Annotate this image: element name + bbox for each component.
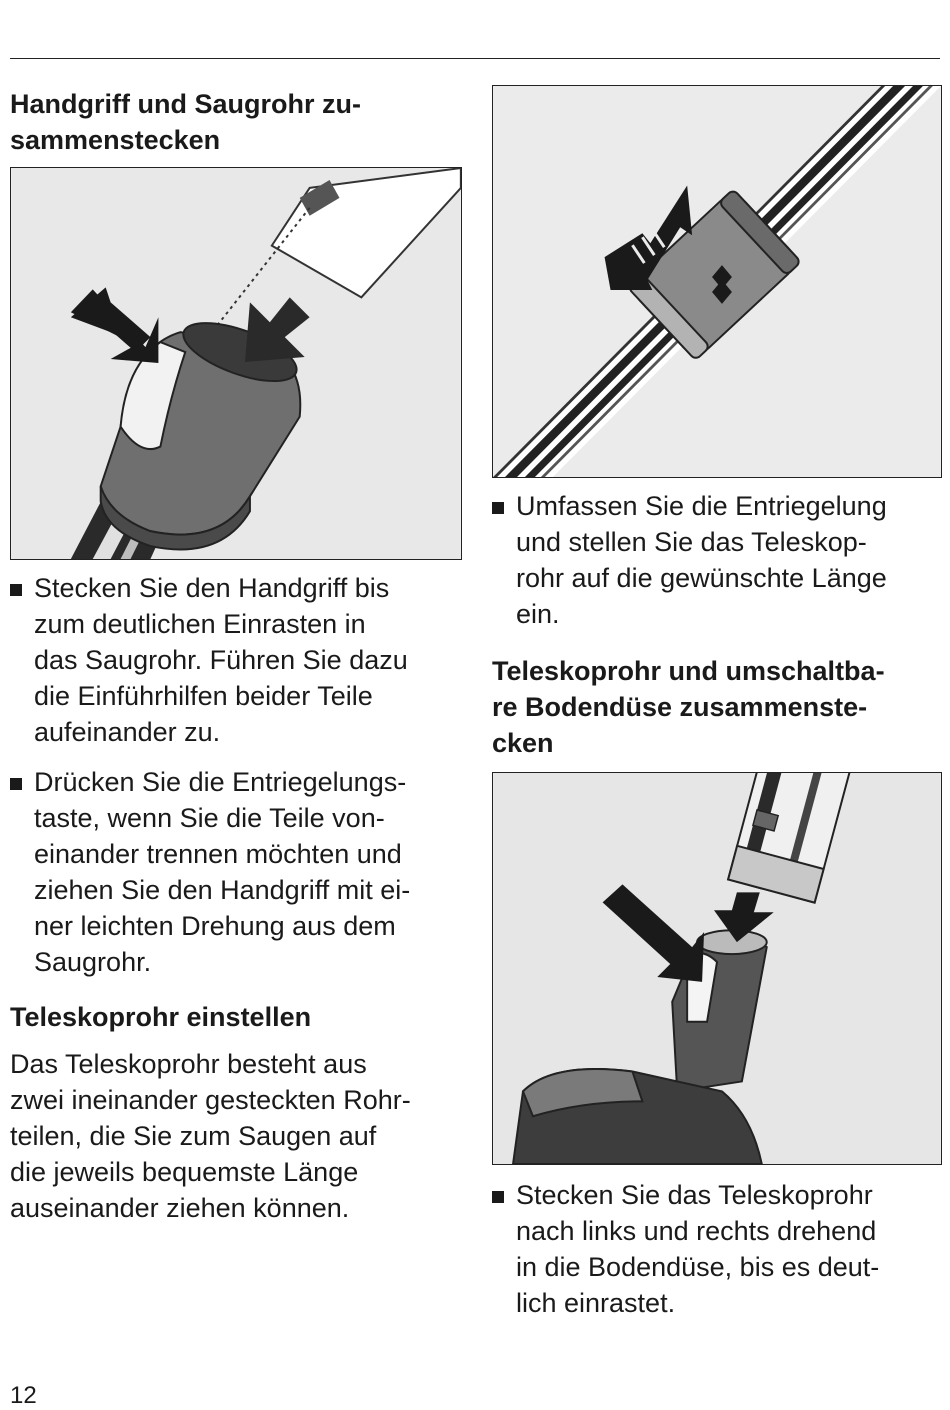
bullet-insert-floorhead: Stecken Sie das Teleskoprohr nach links und rechts drehend in die Bodendüse, bis es deut- lich einrastet. <box>492 1177 942 1321</box>
page-number: 12 <box>10 1382 37 1409</box>
heading-adjust-telescope: Teleskoprohr einstellen <box>10 1002 312 1032</box>
bullet-square <box>10 584 22 596</box>
top-rule <box>10 58 940 59</box>
handle-tube-illustration <box>11 168 461 559</box>
figure-telescope-adjust <box>492 85 942 478</box>
bullet-insert-handle: Stecken Sie den Handgriff bis zum deutlichen Einrasten in das Saugrohr. Führen Sie dazu die Einführhilfen beider Teile aufeinander zu. <box>10 570 470 750</box>
heading-handle-tube: Handgriff und Saugrohr zu- sammenstecken <box>10 89 361 155</box>
bullet-square <box>492 502 504 514</box>
floorhead-illustration <box>493 773 941 1164</box>
bullet-square <box>492 1191 504 1203</box>
heading-telescope-floorhead: Teleskoprohr und umschaltba- re Bodendüse zusammenste- cken <box>492 656 885 758</box>
bullet-square <box>10 778 22 790</box>
figure-floorhead <box>492 772 942 1165</box>
telescope-illustration <box>493 86 941 477</box>
figure-handle-tube <box>10 167 462 560</box>
bullet-grip-release: Umfassen Sie die Entriegelung und stellen Sie das Teleskop- rohr auf die gewünschte Länge ein. <box>492 488 942 632</box>
bullet-release-button: Drücken Sie die Entriegelungs- taste, wenn Sie die Teile von- einander trennen möchten und ziehen Sie den Handgriff mit ei- ner leichten Drehung aus dem Saugrohr. <box>10 764 470 980</box>
paragraph-telescope: Das Teleskoprohr besteht aus zwei ineinander gesteckten Rohr- teilen, die Sie zum Saugen auf die jeweils bequemste Länge auseinander ziehen können. <box>10 1049 411 1223</box>
